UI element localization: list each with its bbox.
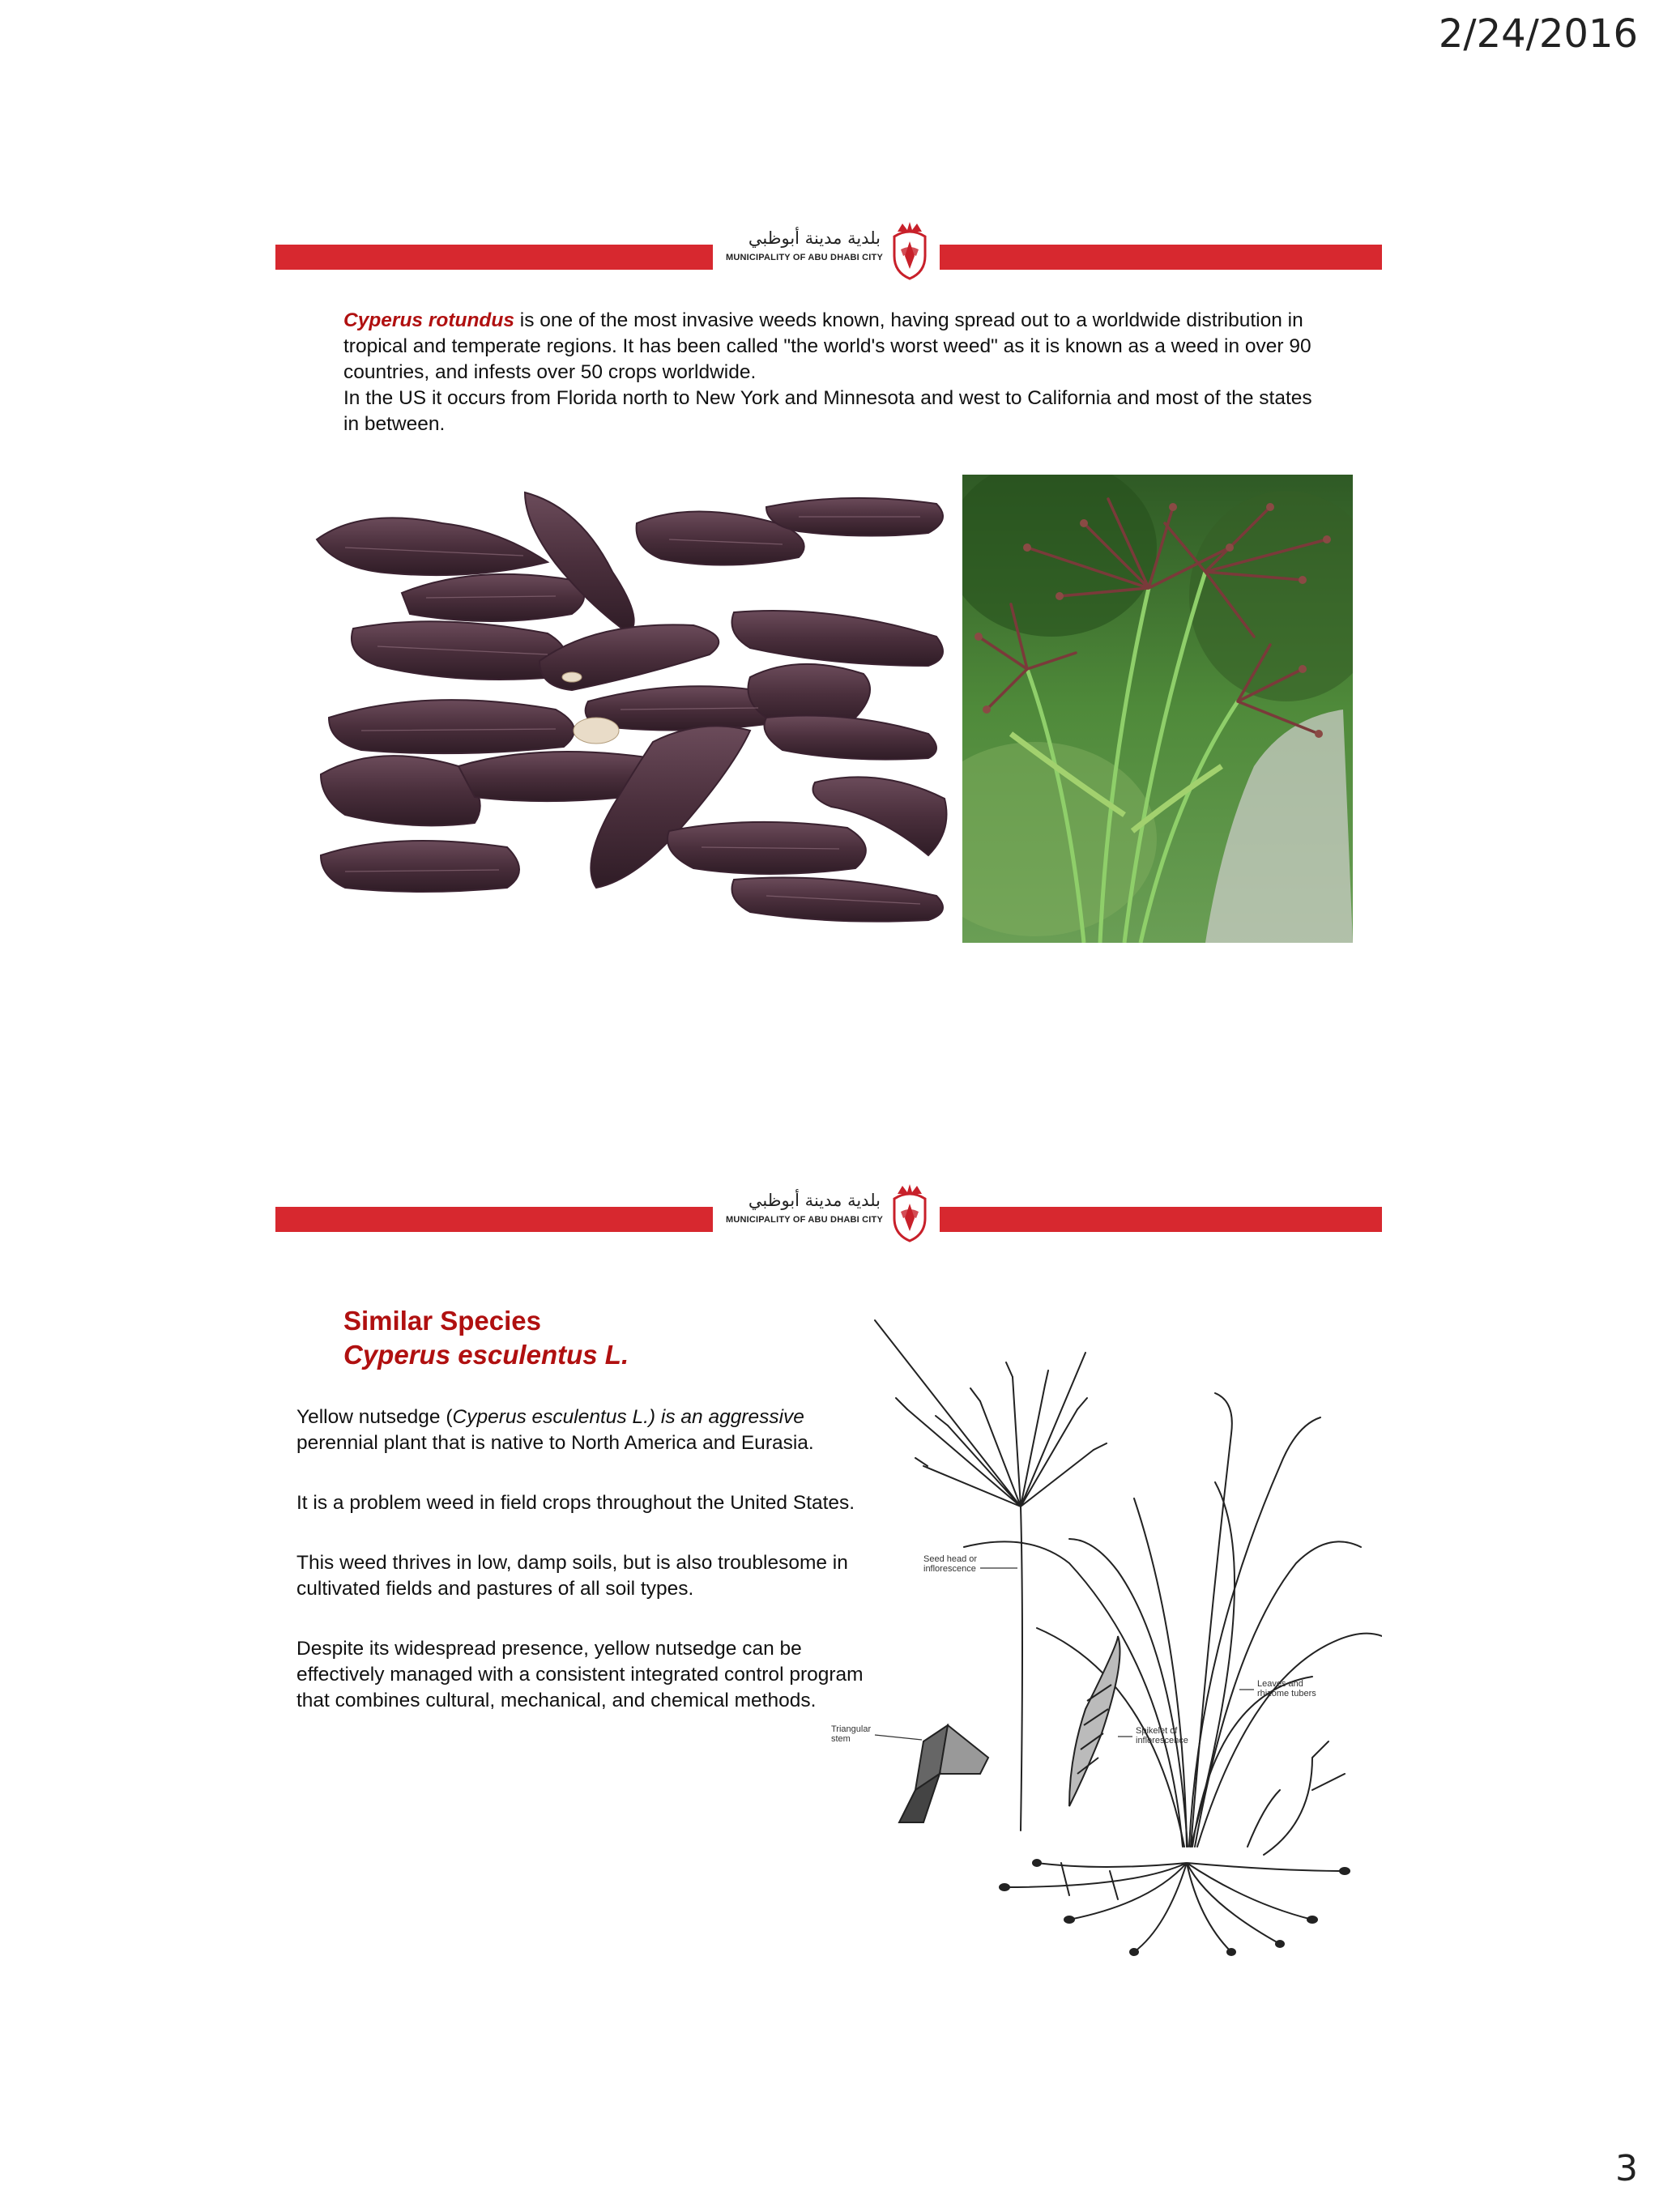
municipality-logo <box>717 212 936 285</box>
p1-text-c: perennial plant that is native to North America and Eurasia. <box>296 1432 814 1454</box>
label-spikelet-2: inflorescence <box>1136 1736 1188 1745</box>
page-date: 2/24/2016 <box>1438 11 1638 57</box>
nutsedge-illustration <box>826 1304 1382 1960</box>
slide-header <box>275 1174 1382 1247</box>
label-triangular-stem-2: stem <box>831 1734 851 1744</box>
municipality-logo <box>717 1174 936 1247</box>
header-bar-left <box>275 245 713 270</box>
label-leaves: Leaves and <box>1257 1679 1303 1689</box>
title-species-name: Cyperus esculentus L. <box>343 1340 629 1370</box>
logo-english-text: MUNICIPALITY OF ABU DHABI CITY <box>725 1215 883 1225</box>
title-similar-species: Similar Species <box>343 1306 541 1336</box>
logo-arabic-text: بلدية مدينة أبوظبي <box>748 1191 881 1210</box>
header-bar-right <box>940 245 1382 270</box>
label-seed-head: Seed head or <box>923 1554 978 1564</box>
slide-similar-species <box>275 1174 1382 2090</box>
p1-text-italic: Cyperus esculentus L.) is an aggressive <box>452 1406 804 1428</box>
label-triangular-stem: Triangular <box>831 1724 872 1734</box>
header-bar-left <box>275 1207 713 1232</box>
logo-english-text: MUNICIPALITY OF ABU DHABI CITY <box>725 253 883 262</box>
slide-body <box>296 1404 864 1748</box>
paragraph-native <box>296 1404 864 1456</box>
intro-paragraph <box>343 308 1332 437</box>
label-spikelet: Spikelet of <box>1136 1726 1178 1736</box>
tubers-photo <box>313 475 961 936</box>
intro-text: is one of the most invasive weeds known, having spread out to a worldwide distribution in tropical and temperate regions. It has been called "the world's worst weed" as it is known as a weed in over 90 countries, and infests over 50 crops worldwide. <box>343 309 1311 383</box>
slide-header <box>275 212 1382 285</box>
slide-invasive-weed <box>275 212 1382 1127</box>
paragraph-soils: This weed thrives in low, damp soils, but is also troublesome in cultivated fields and pastures of all soil types. <box>296 1552 848 1600</box>
p1-text-a: Yellow nutsedge ( <box>296 1406 453 1428</box>
falcon-crest-icon <box>889 220 930 280</box>
falcon-crest-icon <box>889 1183 930 1242</box>
slide-title <box>343 1304 629 1372</box>
label-leaves-2: rhizome tubers <box>1257 1689 1316 1698</box>
page-number: 3 <box>1615 2148 1638 2189</box>
label-seed-head-2: inflorescence <box>923 1564 976 1574</box>
paragraph-problem-weed: It is a problem weed in field crops throughout the United States. <box>296 1492 855 1514</box>
plant-photo <box>962 475 1353 943</box>
us-range-text: In the US it occurs from Florida north to New York and Minnesota and west to California and most of the states in between. <box>343 387 1312 435</box>
header-bar-right <box>940 1207 1382 1232</box>
species-name: Cyperus rotundus <box>343 309 514 331</box>
logo-arabic-text: بلدية مدينة أبوظبي <box>748 228 881 248</box>
paragraph-control: Despite its widespread presence, yellow nutsedge can be effectively managed with a consistent integrated control program that combines cultural, mechanical, and chemical methods. <box>296 1638 864 1711</box>
